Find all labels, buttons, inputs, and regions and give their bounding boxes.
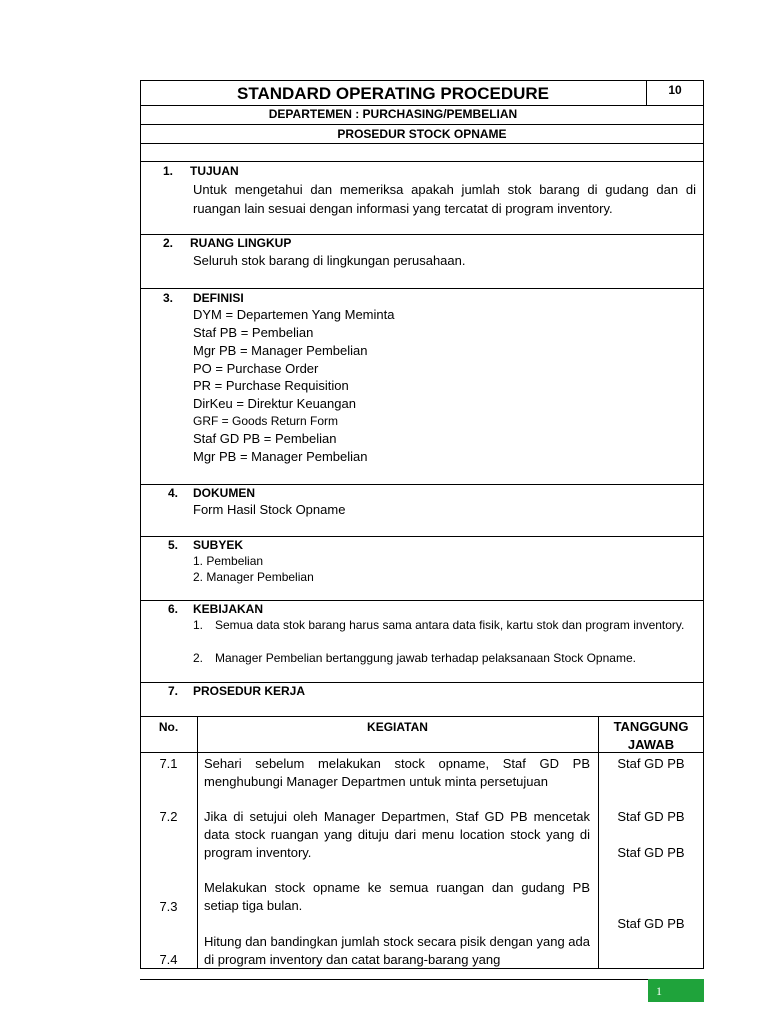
procedure-step-text: Melakukan stock opname ke semua ruangan dan gudang PB setiap tiga bulan. — [204, 880, 590, 913]
definition-item: PO = Purchase Order — [193, 361, 319, 376]
section-heading-prosedur-kerja: PROSEDUR KERJA — [193, 684, 306, 698]
rule — [140, 143, 704, 144]
ruang-lingkup-text: Seluruh stok barang di lingkungan perusahaan. — [193, 253, 466, 268]
table-divider — [197, 716, 198, 969]
subyek-item: 1. Pembelian — [193, 554, 264, 568]
procedure-step-number: 7.2 — [159, 809, 178, 824]
definition-item: Mgr PB = Manager Pembelian — [193, 343, 368, 358]
tujuan-text: Untuk mengetahui dan memeriksa apakah jumlah stok barang di gudang dan di ruangan lain sesuai dengan informasi yang tercatat di program inventory. — [193, 182, 696, 216]
procedure-step-text: Hitung dan bandingkan jumlah stock secara pisik dengan yang ada di program inventory dan catat barang-barang yang — [204, 934, 590, 967]
section-number: 1. — [163, 164, 174, 178]
section-number: 6. — [168, 602, 179, 616]
definition-item: Staf PB = Pembelian — [193, 325, 314, 340]
procedure-step-pj: Staf GD PB — [617, 756, 685, 771]
column-header-jawab: JAWAB — [627, 737, 675, 752]
rule — [140, 288, 704, 289]
column-header-kegiatan: KEGIATAN — [367, 720, 428, 734]
definition-item: DirKeu = Direktur Keuangan — [193, 396, 356, 411]
section-heading-tujuan: TUJUAN — [190, 164, 239, 178]
procedure-step-pj: Staf GD PB — [617, 845, 685, 860]
section-number: 5. — [168, 538, 179, 552]
procedure-step-text: Jika di setujui oleh Manager Departmen, Staf GD PB mencetak data stock ruangan yang dituju dari menu location stock yang di program inventory. — [204, 809, 590, 860]
column-header-no: No. — [158, 720, 179, 734]
rule — [140, 752, 704, 753]
procedure-step-number: 7.3 — [159, 899, 178, 914]
procedure-step-pj: Staf GD PB — [617, 916, 685, 931]
page-number: 1 — [656, 984, 662, 998]
dokumen-text: Form Hasil Stock Opname — [193, 502, 346, 517]
procedure-step-number: 7.1 — [159, 756, 178, 771]
policy-text: Manager Pembelian bertanggung jawab terhadap pelaksanaan Stock Opname. — [215, 651, 636, 665]
section-heading-ruang-lingkup: RUANG LINGKUP — [190, 236, 292, 250]
definition-item: GRF = Goods Return Form — [193, 414, 339, 428]
definition-item: Mgr PB = Manager Pembelian — [193, 449, 368, 464]
procedure-step-number: 7.4 — [159, 952, 178, 967]
section-number: 7. — [168, 684, 179, 698]
procedure-step-pj: Staf GD PB — [617, 809, 685, 824]
rule — [140, 716, 704, 717]
column-header-tanggung: TANGGUNG — [613, 719, 689, 734]
policy-number: 1. — [193, 618, 204, 632]
section-heading-subyek: SUBYEK — [193, 538, 244, 552]
section-number: 4. — [168, 486, 179, 500]
procedure-title: PROSEDUR STOCK OPNAME — [337, 127, 507, 141]
department-label: DEPARTEMEN : PURCHASING/PEMBELIAN — [268, 107, 518, 121]
definition-item: Staf GD PB = Pembelian — [193, 431, 337, 446]
subyek-item: 2. Manager Pembelian — [193, 570, 314, 584]
sop-title: STANDARD OPERATING PROCEDURE — [237, 84, 549, 103]
section-heading-kebijakan: KEBIJAKAN — [193, 602, 264, 616]
section-number: 2. — [163, 236, 174, 250]
procedure-step-text: Sehari sebelum melakukan stock opname, Staf GD PB menghubungi Manager Departmen untuk minta persetujuan — [204, 756, 590, 789]
section-number: 3. — [163, 291, 174, 305]
footer-rule — [140, 979, 704, 980]
rule — [140, 161, 704, 162]
policy-number: 2. — [193, 651, 204, 665]
policy-text: Semua data stok barang harus sama antara data fisik, kartu stok dan program inventory. — [215, 618, 685, 632]
rule — [140, 124, 704, 125]
sop-number: 10 — [668, 83, 682, 97]
section-heading-definisi: DEFINISI — [193, 291, 244, 305]
section-heading-dokumen: DOKUMEN — [193, 486, 255, 500]
definition-item: PR = Purchase Requisition — [193, 378, 349, 393]
definition-item: DYM = Departemen Yang Meminta — [193, 307, 395, 322]
